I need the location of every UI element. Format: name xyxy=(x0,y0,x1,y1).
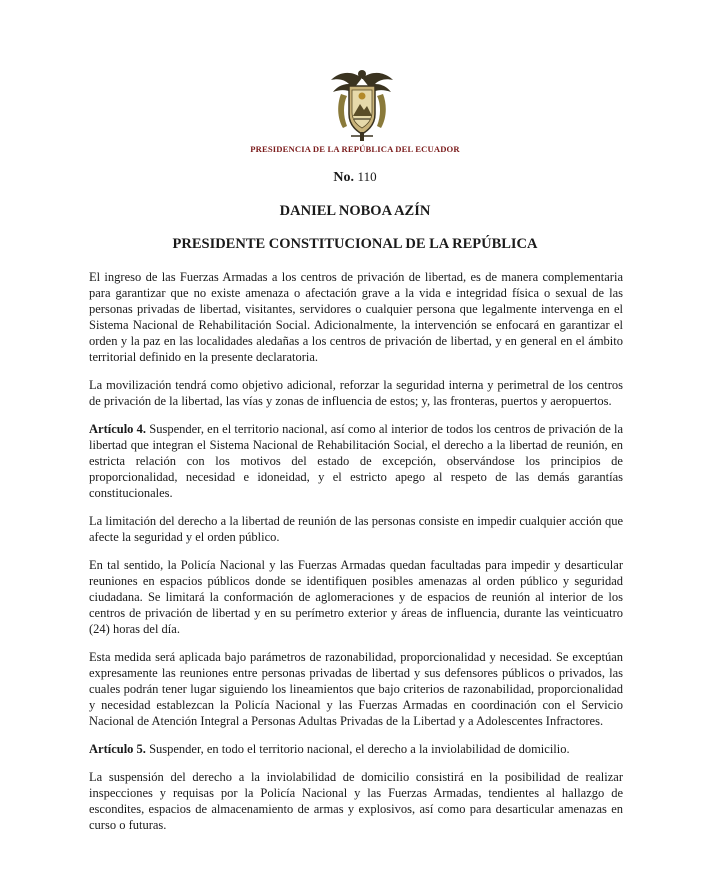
decree-label: No. xyxy=(333,170,355,185)
decree-number-line xyxy=(0,169,710,186)
paragraph xyxy=(89,649,623,729)
article-heading: Artículo 5. xyxy=(89,742,146,756)
article-heading: Artículo 4. xyxy=(89,422,147,436)
coat-of-arms-emblem xyxy=(329,64,395,142)
paragraph-text: El ingreso de las Fuerzas Armadas a los centros de privación de libertad, es de manera complementaria para garantizar que no existe amenaza o afectación grave a la vida e integridad física o sexual de las personas privadas de libertad, visitantes, servidores o cualquier persona que legalmente intervenga en el Sistema Nacional de Rehabilitación Social. Adicionalmente, la intervención se enfocará en garantizar el orden y la paz en las localidades aledañas a los centros de privación de libertad, y en general en el ámbito territorial definido en la presente declaratoria. xyxy=(89,270,623,364)
paragraph-text: La movilización tendrá como objetivo adicional, reforzar la seguridad interna y perimetral de los centros de privación de la libertad, las vías y zonas de influencia de estos; y, las fronteras, puertos y aeropuertos. xyxy=(89,378,623,408)
decree-body xyxy=(89,269,623,845)
president-title: PRESIDENTE CONSTITUCIONAL DE LA REPÚBLICA xyxy=(172,236,538,252)
paragraph xyxy=(89,741,623,757)
decree-number: 110 xyxy=(357,169,377,184)
paragraph xyxy=(89,421,623,501)
paragraph xyxy=(89,557,623,637)
paragraph xyxy=(89,377,623,409)
issuing-office: PRESIDENCIA DE LA REPÚBLICA DEL ECUADOR xyxy=(250,144,460,154)
paragraph xyxy=(89,269,623,365)
paragraph xyxy=(89,513,623,545)
paragraph-text: Suspender, en todo el territorio nacional, el derecho a la inviolabilidad de domicilio. xyxy=(145,742,570,756)
paragraph xyxy=(89,769,623,833)
paragraph-text: En tal sentido, la Policía Nacional y las Fuerzas Armadas quedan facultadas para impedir y desarticular reuniones en espacios públicos donde se identifiquen posibles amenazas al orden público y seguridad ciudadana. Se limitará la conformación de aglomeraciones y de espacios de reunión al interior de los centros de privación de libertad y en su perímetro exterior y áreas de influencia, durante las veinticuatro (24) horas del día. xyxy=(89,558,623,636)
paragraph-text: Suspender, en el territorio nacional, así como al interior de todos los centros de privación de la libertad que integran el Sistema Nacional de Rehabilitación Social, el derecho a la libertad de reunión, en estricta relación con los motivos del estado de excepción, observándose los principios de proporcionalidad, necesidad e idoneidad, y el estricto apego al respeto de las demás garantías constitucionales. xyxy=(89,422,623,500)
president-name: DANIEL NOBOA AZÍN xyxy=(279,203,431,219)
paragraph-text: La suspensión del derecho a la inviolabilidad de domicilio consistirá en la posibilidad de realizar inspecciones y requisas por la Policía Nacional y las Fuerzas Armadas, tendientes al hallazgo de escondites, espacios de almacenamiento de armas y explosivos, así como para desarticular amenazas en curso o futuras. xyxy=(89,770,623,832)
paragraph-text: La limitación del derecho a la libertad de reunión de las personas consiste en impedir cualquier acción que afecte la seguridad y el orden público. xyxy=(89,514,623,544)
paragraph-text: Esta medida será aplicada bajo parámetros de razonabilidad, proporcionalidad y necesidad. Se exceptúan expresamente las reuniones entre personas privadas de libertad y sus defensores públicos o privados, las cuales podrán tener lugar siguiendo los lineamientos que bajo criterios de razonabilidad, proporcionalidad y necesidad establezcan la Policía Nacional y las Fuerzas Armadas en coordinación con el Servicio Nacional de Atención Integral a Personas Adultas Privadas de la Libertad y a Adolescentes Infractores. xyxy=(89,650,623,728)
